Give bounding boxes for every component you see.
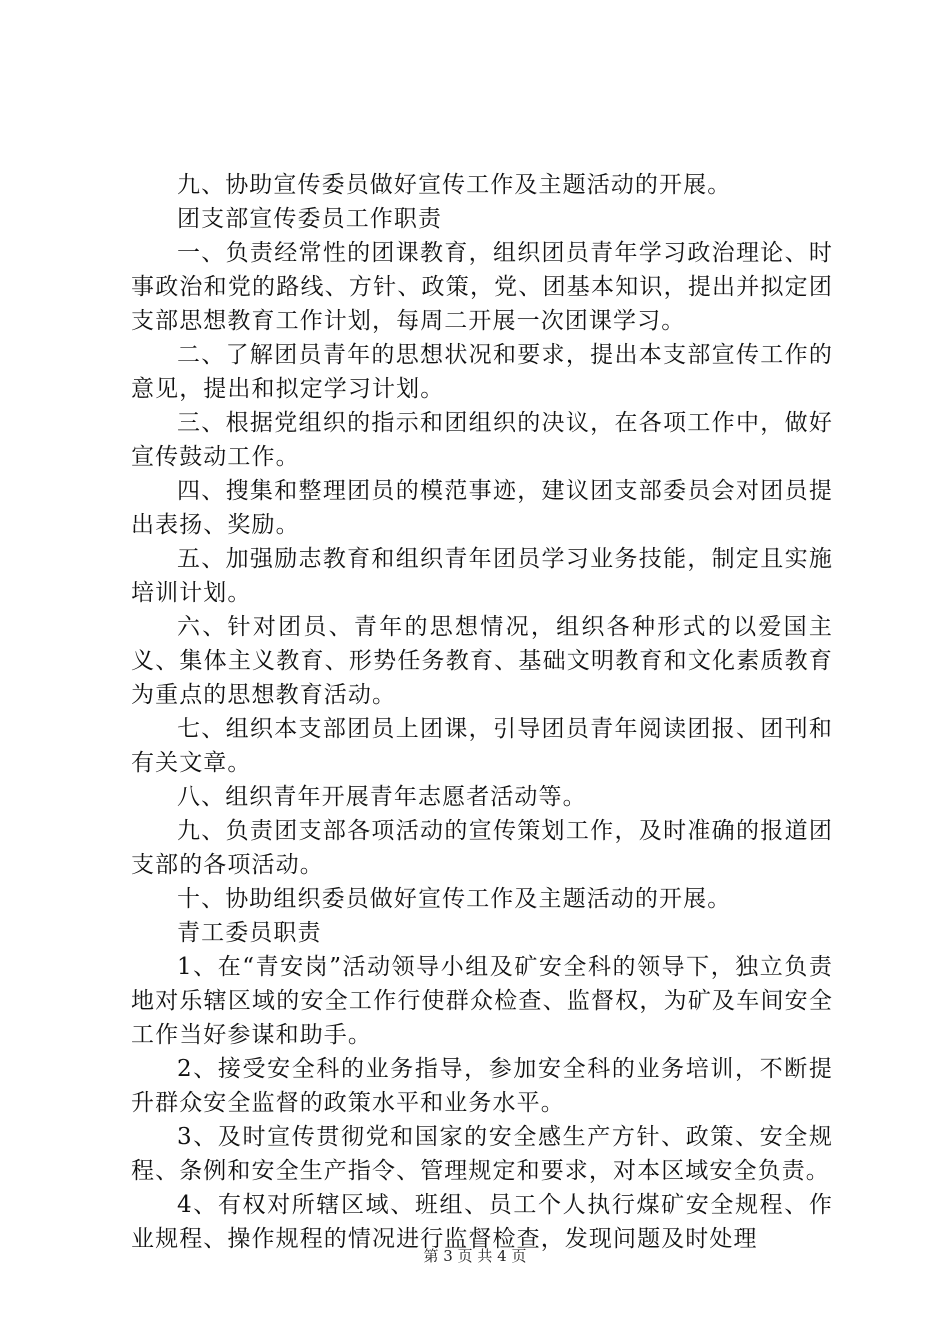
paragraph: 2、接受安全科的业务指导，参加安全科的业务培训，不断提升群众安全监督的政策水平和业务水平。 <box>131 1056 833 1116</box>
paragraph: 九、负责团支部各项活动的宣传策划工作，及时准确的报道团支部的各项活动。 <box>131 818 833 878</box>
page-number: 第 3 页 共 4 页 <box>423 1247 527 1265</box>
paragraph: 七、组织本支部团员上团课，引导团员青年阅读团报、团刊和有关文章。 <box>131 716 833 776</box>
section-heading: 青工委员职责 <box>177 920 322 946</box>
paragraph: 3、及时宣传贯彻党和国家的安全感生产方针、政策、安全规程、条例和安全生产指令、管理规定和要求，对本区域安全负责。 <box>131 1124 833 1184</box>
section-heading: 团支部宣传委员工作职责 <box>177 206 443 232</box>
document-body <box>131 168 833 1256</box>
paragraph: 六、针对团员、青年的思想情况，组织各种形式的以爱国主义、集体主义教育、形势任务教育、基础文明教育和文化素质教育为重点的思想教育活动。 <box>131 614 833 708</box>
paragraph: 五、加强励志教育和组织青年团员学习业务技能，制定且实施培训计划。 <box>131 546 833 606</box>
paragraph: 四、搜集和整理团员的模范事迹，建议团支部委员会对团员提出表扬、奖励。 <box>131 478 833 538</box>
paragraph: 十、协助组织委员做好宣传工作及主题活动的开展。 <box>177 886 732 912</box>
paragraph: 三、根据党组织的指示和团组织的决议，在各项工作中，做好宣传鼓动工作。 <box>131 410 833 470</box>
paragraph: 4、有权对所辖区域、班组、员工个人执行煤矿安全规程、作业规程、操作规程的情况进行监督检查，发现问题及时处理 <box>131 1192 833 1252</box>
paragraph: 一、负责经常性的团课教育，组织团员青年学习政治理论、时事政治和党的路线、方针、政策，党、团基本知识，提出并拟定团支部思想教育工作计划，每周二开展一次团课学习。 <box>131 240 833 334</box>
paragraph: 九、协助宣传委员做好宣传工作及主题活动的开展。 <box>177 172 732 198</box>
paragraph: 1、在“青安岗”活动领导小组及矿安全科的领导下，独立负责地对乐辖区域的安全工作行使群众检查、监督权，为矿及车间安全工作当好参谋和助手。 <box>131 954 833 1048</box>
paragraph: 八、组织青年开展青年志愿者活动等。 <box>177 784 587 810</box>
paragraph: 二、了解团员青年的思想状况和要求，提出本支部宣传工作的意见，提出和拟定学习计划。 <box>131 342 833 402</box>
